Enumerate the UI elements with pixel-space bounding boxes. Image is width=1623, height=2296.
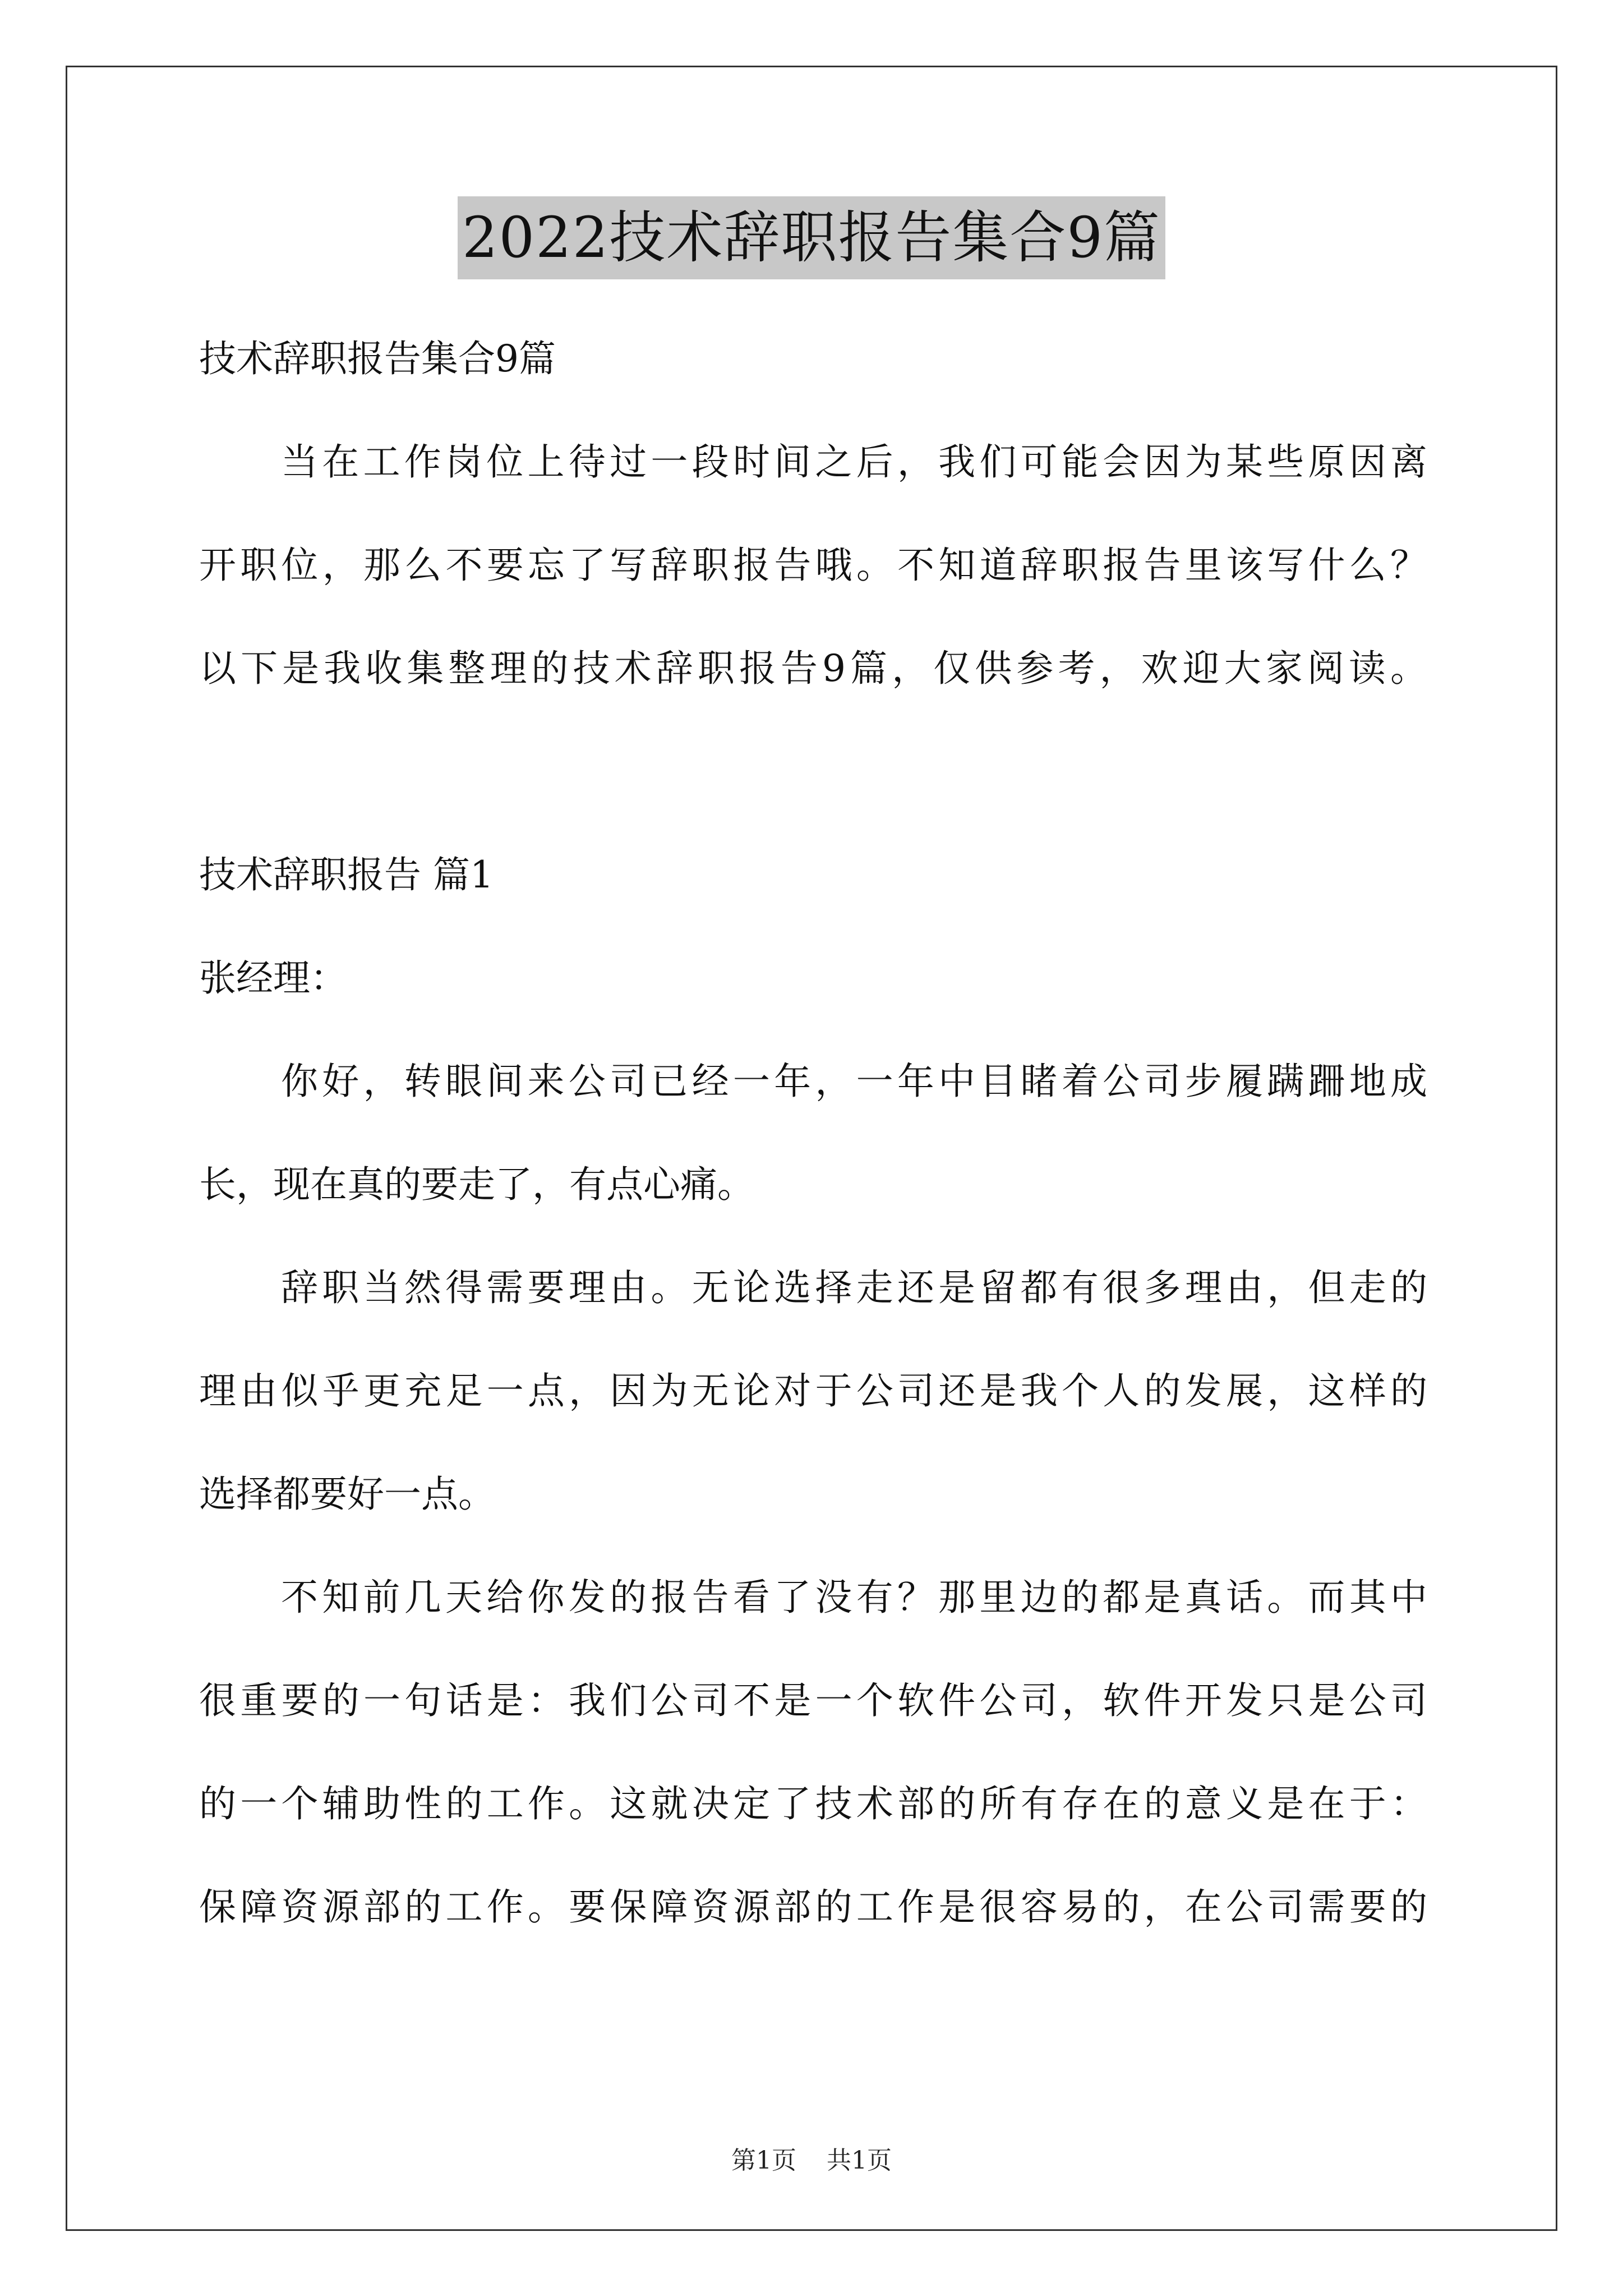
- paragraph-line: 选择都要好一点。: [199, 1473, 495, 1516]
- section-heading: 技术辞职报告 篇1: [199, 853, 494, 896]
- paragraph-line: 的一个辅助性的工作。这就决定了技术部的所有存在的意义是在于：: [199, 1782, 1427, 1825]
- salutation: 张经理：: [199, 956, 347, 1000]
- paragraph-line: 保障资源部的工作。要保障资源部的工作是很容易的，在公司需要的: [199, 1885, 1427, 1929]
- blank-line: [199, 720, 1427, 823]
- paragraph-line: 你好，转眼间来公司已经一年，一年中目睹着公司步履蹒跚地成: [281, 1060, 1427, 1103]
- document-title: 2022技术辞职报告集合9篇: [458, 196, 1165, 279]
- paragraph-line: 理由似乎更充足一点，因为无论对于公司还是我个人的发展，这样的: [199, 1369, 1427, 1412]
- paragraph-line: 很重要的一句话是：我们公司不是一个软件公司，软件开发只是公司: [199, 1679, 1427, 1722]
- page-total: 共1页: [827, 2146, 892, 2175]
- page-footer: [0, 2140, 1623, 2176]
- document-body: [199, 307, 1427, 1959]
- intro-line: 开职位，那么不要忘了写辞职报告哦。不知道辞职报告里该写什么？: [199, 544, 1427, 587]
- paragraph-line: 辞职当然得需要理由。无论选择走还是留都有很多理由，但走的: [281, 1266, 1427, 1309]
- subtitle: 技术辞职报告集合9篇: [199, 337, 556, 380]
- intro-line: 以下是我收集整理的技术辞职报告9篇，仅供参考，欢迎大家阅读。: [199, 647, 1427, 690]
- paragraph-line: 不知前几天给你发的报告看了没有？那里边的都是真话。而其中: [281, 1576, 1427, 1619]
- title-container: [0, 196, 1623, 279]
- intro-line: 当在工作岗位上待过一段时间之后，我们可能会因为某些原因离: [281, 440, 1427, 484]
- paragraph-line: 长，现在真的要走了，有点心痛。: [199, 1163, 754, 1206]
- page-number: 第1页: [731, 2146, 796, 2175]
